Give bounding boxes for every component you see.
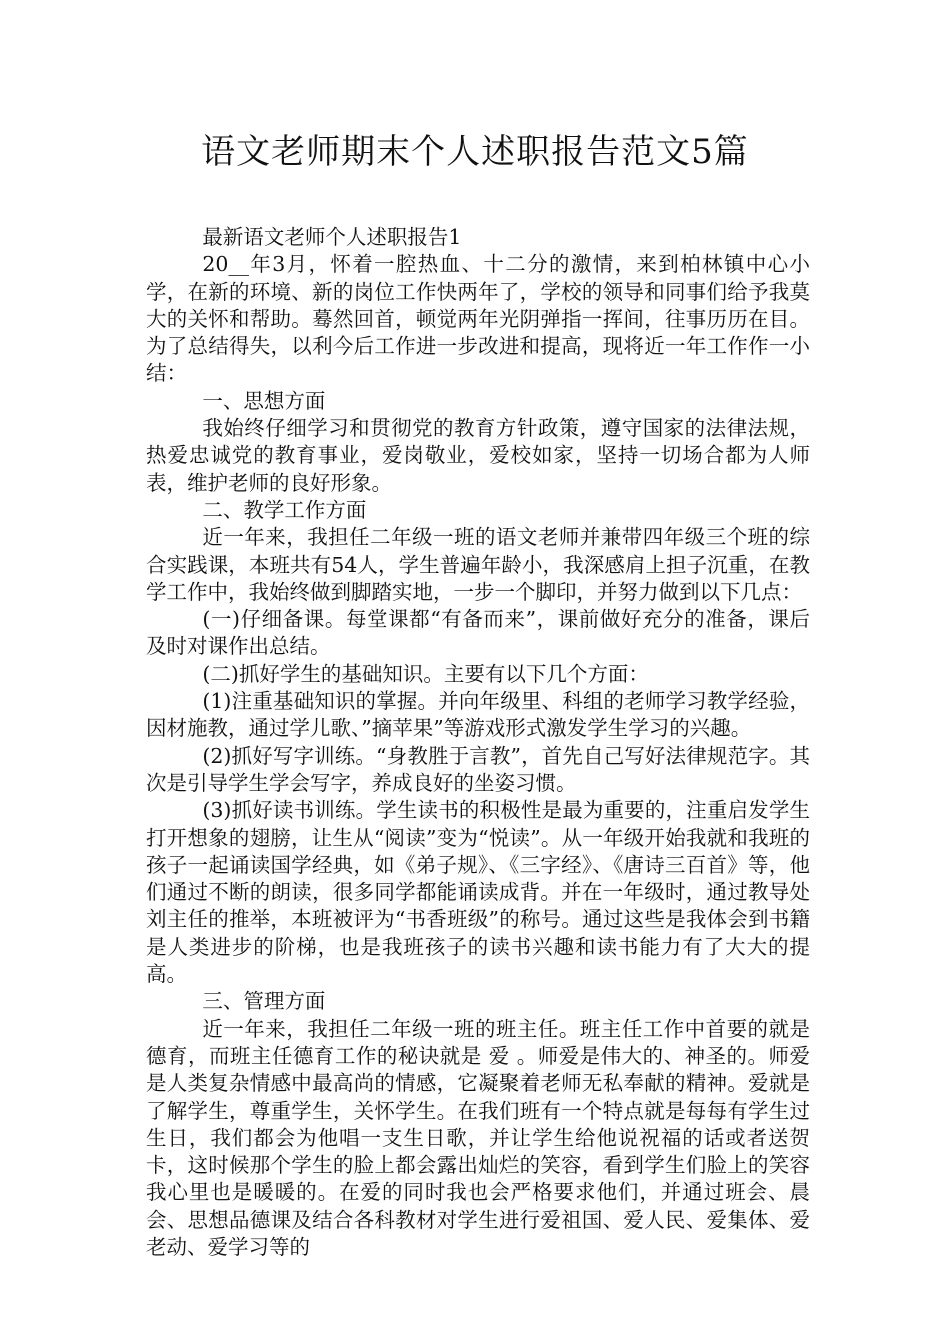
paragraph-management: 近一年来，我担任二年级一班的班主任。班主任工作中首要的就是德育，而班主任德育工作的秘诀就是 爱 。师爱是伟大的、神圣的。师爱是人类复杂情感中最高尚的情感，它凝聚着老师无私奉献的精神。爱就是了解学生，尊重学生，关怀学生。在我们班有一个特点就是每每有学生过生日，我们都会为他唱一支生日歌，并让学生给他说祝福的话或者送贺卡，这时候那个学生的脸上都会露出灿烂的笑容，看到学生们脸上的笑容我心里也是暖暖的。在爱的同时我也会严格要求他们，并通过班会、晨会、思想品德课及结合各科教材对学生进行爱祖国、爱人民、爱集体、爱老动、爱学习等的 [146,1016,810,1259]
paragraph-prepare: (一)仔细备课。每堂课都“有备而来”，课前做好充分的准备，课后及时对课作出总结。 [146,607,810,659]
document-body [146,224,810,1261]
paragraph-thought: 我始终仔细学习和贯彻党的教育方针政策，遵守国家的法律法规，热爱忠诚党的教育事业，爱岗敬业，爱校如家，坚持一切场合都为人师表，维护老师的良好形象。 [146,416,810,495]
paragraph-basics-3: (3)抓好读书训练。学生读书的积极性是最为重要的，注重启发学生打开想象的翅膀，让生从“阅读”变为“悦读”。从一年级开始我就和我班的孩子一起诵读国学经典，如《弟子规》、《三字经》、《唐诗三百首》等，他们通过不断的朗读，很多同学都能诵读成背。并在一年级时，通过教导处刘主任的推举，本班被评为“书香班级”的称号。通过这些是我体会到书籍是人类进步的阶梯，也是我班孩子的读书兴趣和读书能力有了大大的提高。 [146,798,810,987]
heading-thought: 一、思想方面 [202,388,326,413]
section-subtitle: 最新语文老师个人述职报告1 [202,225,462,249]
heading-management: 三、管理方面 [202,989,326,1014]
paragraph-teaching: 近一年来，我担任二年级一班的语文老师并兼带四年级三个班的综合实践课，本班共有54人，学生普遍年龄小，我深感肩上担子沉重，在教学工作中，我始终做到脚踏实地，一步一个脚印，并努力做到以下几点： [146,525,810,604]
heading-teaching: 二、教学工作方面 [202,497,367,522]
paragraph-basics-1: (1)注重基础知识的掌握。并向年级里、科组的老师学习教学经验，因材施教，通过学儿歌、”摘苹果”等游戏形式激发学生学习的兴趣。 [146,689,810,741]
paragraph-basics-2: (2)抓好写字训练。“身教胜于言教”，首先自己写好法律规范字。其次是引导学生学会写字，养成良好的坐姿习惯。 [146,743,810,795]
paragraph-intro: 20__年3月，怀着一腔热血、十二分的激情，来到柏林镇中心小学，在新的环境、新的岗位工作快两年了，学校的领导和同事们给予我莫大的关怀和帮助。蓦然回首，顿觉两年光阴弹指一挥间，往事历历在目。为了总结得失，以利今后工作进一步改进和提高，现将近一年工作作一小结： [146,252,810,386]
paragraph-basics: (二)抓好学生的基础知识。主要有以下几个方面： [202,661,649,686]
document-title: 语文老师期末个人述职报告范文5篇 [201,132,749,172]
